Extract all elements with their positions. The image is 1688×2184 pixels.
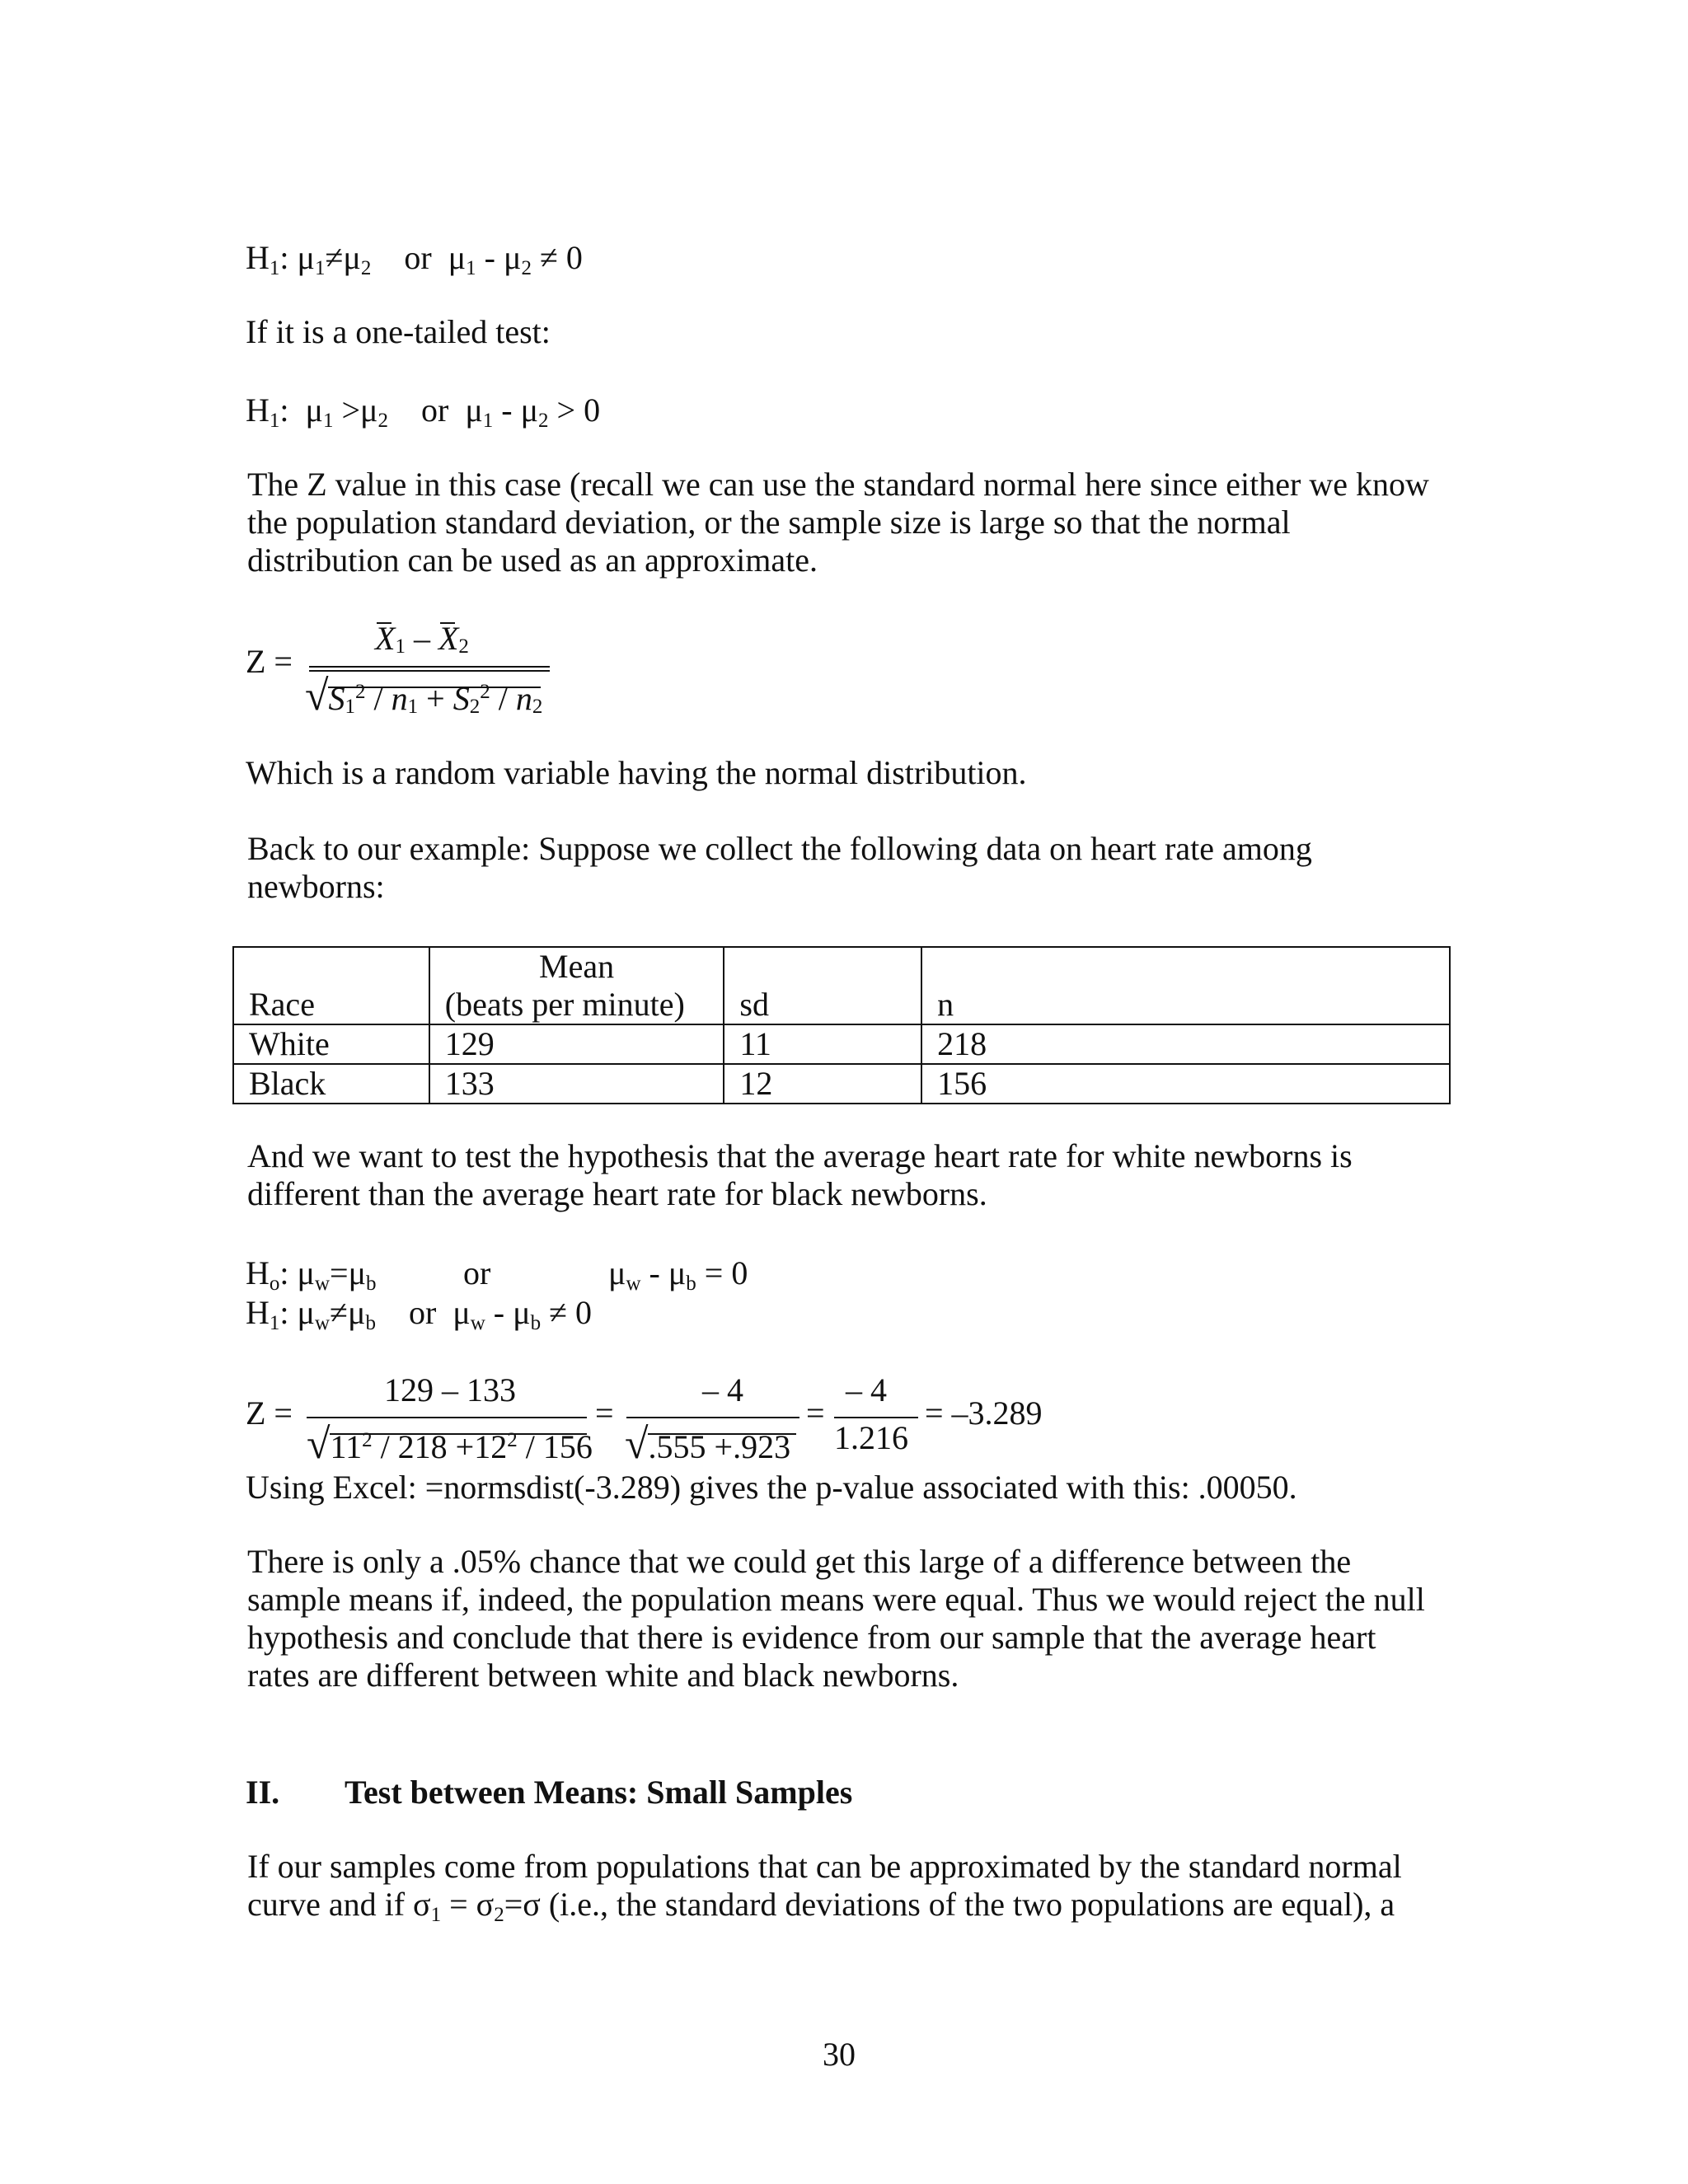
example-paragraph: Back to our example: Suppose we collect the following data on heart rate among newborns: — [247, 830, 1312, 905]
h1-two-tailed: $H_1$: $\mu_1\ne\mu_2$ or $\mu_1 - \mu_2 \ne 0$ — [246, 239, 583, 279]
header-sd: sd — [724, 947, 921, 1024]
h0-line: $H_o$: $\mu_w=\mu_b$ — [246, 1254, 377, 1295]
random-variable-text: Which is a random variable having the normal distribution. — [246, 754, 1027, 791]
page-number: 30 — [823, 2036, 856, 2073]
section-number: II. — [246, 1774, 280, 1811]
excel-line: Using Excel: =normsdist(-3.289) gives the p-value associated with this: .00050. — [246, 1469, 1297, 1506]
header-race: Race — [233, 947, 429, 1024]
header-n: n — [921, 947, 1450, 1024]
h1-one-tailed: $H_1$: $\mu_1 >\mu_2$ or $\mu_1 - \mu_2 > 0$ — [246, 391, 601, 432]
small-samples-paragraph: If our samples come from populations that can be approximated by the standard normal curve and if $\sigma_1 = \sigma_2=\sigma$ (i.e., the standard deviations of the two populations are equal), a — [247, 1848, 1402, 1926]
table-row: Black 133 12 156 — [233, 1064, 1450, 1104]
h0-or: or — [463, 1254, 491, 1291]
heart-rate-table — [232, 946, 1451, 1104]
table-header-row — [233, 947, 1450, 1024]
section-title: Test between Means: Small Samples — [345, 1774, 853, 1811]
table-row: White 129 11 218 — [233, 1024, 1450, 1064]
one-tailed-label: If it is a one-tailed test: — [246, 313, 551, 350]
hypothesis-paragraph: And we want to test the hypothesis that the average heart rate for white newborns is different than the average heart rate for black newborns. — [247, 1137, 1353, 1212]
h0-diff: $\mu_w - \mu_b = 0$ — [608, 1254, 748, 1295]
header-mean: Mean (beats per minute) — [429, 947, 724, 1024]
h1-line: $H_1$: $\mu_w\ne\mu_b$ or $\mu_w - \mu_b \ne 0$ — [246, 1294, 593, 1334]
z-intro-paragraph: The Z value in this case (recall we can use the standard normal here since either we know the population standard deviation, or the sample size is large so that the normal distribution can be used as an approximate. — [247, 466, 1429, 579]
conclusion-paragraph: There is only a .05% chance that we could get this large of a difference between the sample means if, indeed, the population means were equal. Thus we would reject the null hypothesis and conclude that there is evidence from our sample that the average heart rates are different between white and black newborns. — [247, 1543, 1425, 1694]
